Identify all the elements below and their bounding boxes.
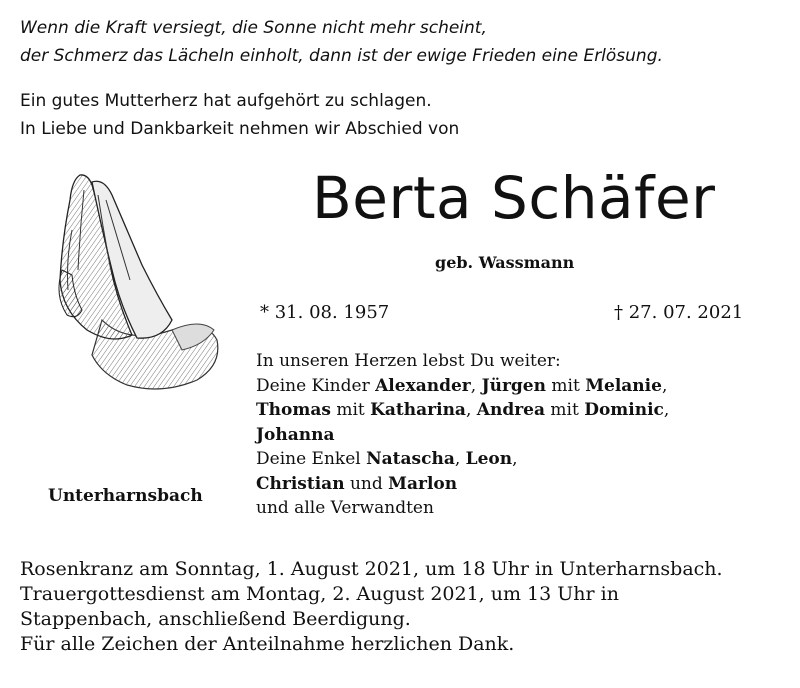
intro-line-1: Ein gutes Mutterherz hat aufgehört zu schlagen. [20,91,432,111]
text: , [663,400,670,420]
intro-text [20,87,459,143]
family-line-3 [256,398,669,423]
family-line-4 [256,423,669,448]
text: mit [545,400,585,420]
grandchild-name: Christian [256,473,345,494]
quote-line-2: der Schmerz das Lächeln einholt, dann ist der ewige Frieden eine Erlösung. [20,46,663,66]
child-name: Jürgen [481,375,546,396]
text: , [512,449,518,469]
text: Deine Kinder [256,375,376,396]
footer-line-1: Rosenkranz am Sonntag, 1. August 2021, um 18 Uhr in Unterharnsbach. [20,558,723,580]
intro-line-2: In Liebe und Dankbarkeit nehmen wir Abschied von [20,119,460,139]
text: mit [330,400,371,420]
text: , [661,375,668,396]
child-name: Thomas [256,400,331,420]
family-list [256,349,669,521]
text: mit [546,375,586,396]
place-name: Unterharnsbach [48,486,203,506]
child-name: Johanna [256,424,335,445]
praying-hands-icon [32,170,232,400]
text: , [454,449,466,469]
family-line-6 [256,472,669,497]
maiden-name: geb. Wassmann [435,253,575,272]
grandchild-name: Natascha [366,449,455,469]
text: , [465,400,477,420]
opening-quote [20,14,663,70]
partner-name: Katharina [370,400,466,420]
text: und [344,473,389,494]
partner-name: Melanie [585,375,662,396]
family-line-5 [256,447,669,472]
grandchild-name: Leon [465,449,513,469]
family-line-1: In unseren Herzen lebst Du weiter: [256,351,561,371]
text: Deine Enkel [256,449,367,469]
family-line-2 [256,374,669,399]
text: , [470,375,482,396]
death-date: † 27. 07. 2021 [614,302,744,323]
quote-line-1: Wenn die Kraft versiegt, die Sonne nicht mehr scheint, [20,18,487,38]
footer-line-3: Stappenbach, anschließend Beerdigung. [20,608,411,630]
child-name: Alexander [375,375,471,396]
family-line-7: und alle Verwandten [256,498,434,518]
footer-line-2: Trauergottesdienst am Montag, 2. August 2021, um 13 Uhr in [20,583,619,605]
child-name: Andrea [476,400,545,420]
deceased-name: Berta Schäfer [312,164,716,232]
service-info [20,557,723,657]
grandchild-name: Marlon [388,473,458,494]
partner-name: Dominic [584,400,664,420]
footer-line-4: Für alle Zeichen der Anteilnahme herzlichen Dank. [20,633,515,655]
birth-date: * 31. 08. 1957 [260,302,390,323]
